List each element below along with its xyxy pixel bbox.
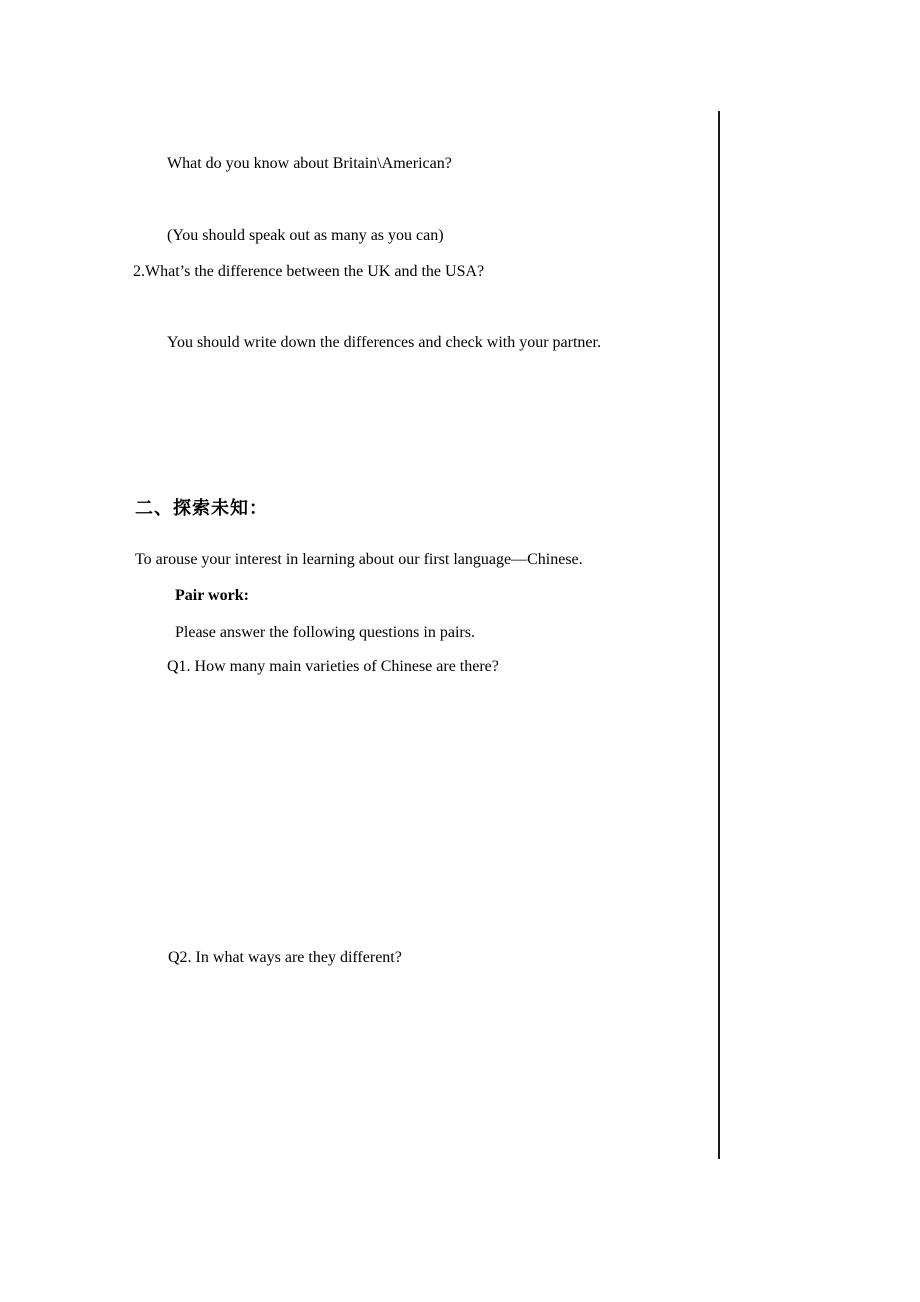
table-cell-right-border bbox=[718, 111, 720, 1159]
instruction-speak-out: (You should speak out as many as you can) bbox=[167, 227, 444, 244]
pair-work-label: Pair work: bbox=[175, 587, 249, 604]
question-prompt-britain-american: What do you know about Britain\American? bbox=[167, 155, 452, 172]
question-q1-chinese-varieties: Q1. How many main varieties of Chinese are there? bbox=[167, 658, 499, 675]
instruction-write-down-differences: You should write down the differences and check with your partner. bbox=[167, 334, 601, 351]
objective-arouse-interest: To arouse your interest in learning about our first language—Chinese. bbox=[135, 551, 583, 568]
question-q2-ways-different: Q2. In what ways are they different? bbox=[168, 949, 402, 966]
question-2-uk-usa-difference: 2.What’s the difference between the UK and the USA? bbox=[133, 263, 485, 280]
section-heading-explore-unknown: 二、探索未知： bbox=[135, 498, 268, 518]
pair-work-instruction: Please answer the following questions in pairs. bbox=[175, 624, 475, 641]
